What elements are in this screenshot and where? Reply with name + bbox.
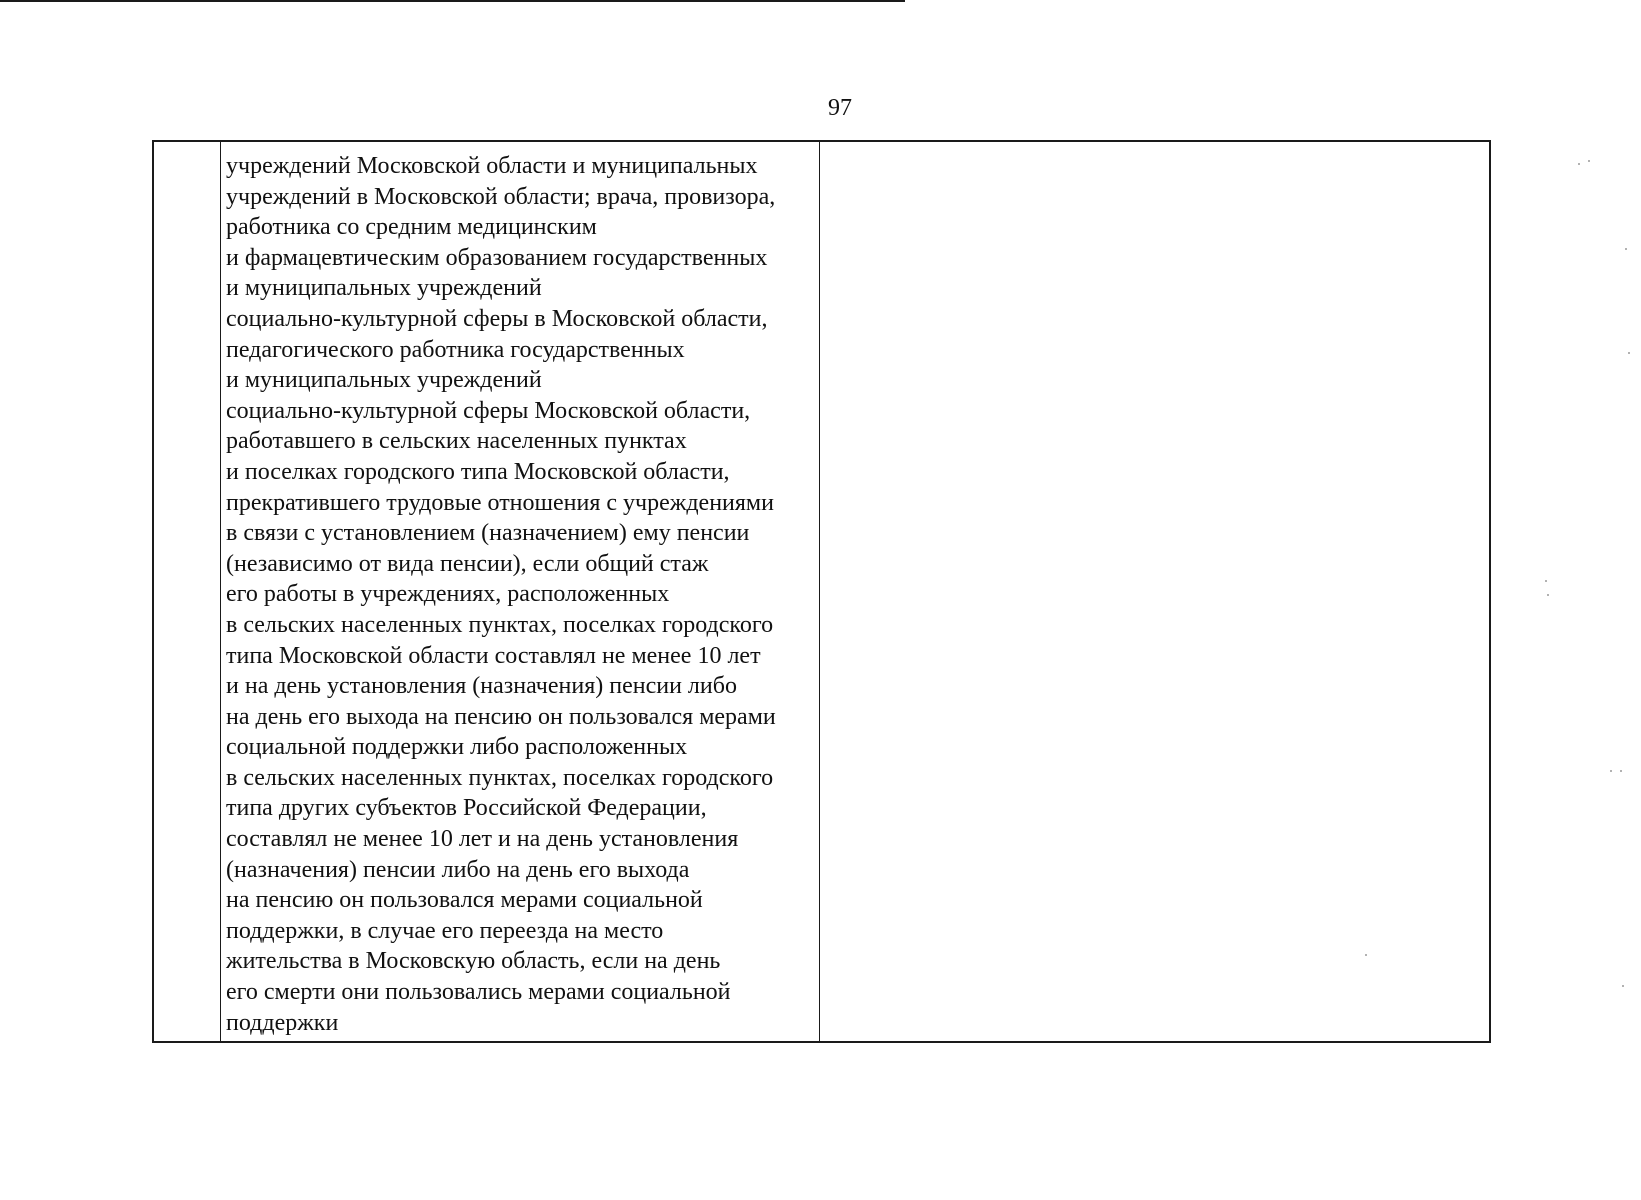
text-line: педагогического работника государственных <box>226 336 685 363</box>
scan-speck <box>1610 770 1612 772</box>
scan-top-edge <box>0 0 905 2</box>
text-line: и фармацевтическим образованием государственных <box>226 244 768 271</box>
text-line: и муниципальных учреждений <box>226 275 542 302</box>
scan-speck <box>1622 985 1624 987</box>
column-divider-number <box>220 142 221 1041</box>
text-line: и поселках городского типа Московской области, <box>226 458 730 485</box>
text-line: поддержки, в случае его переезда на место <box>226 917 664 944</box>
text-line: (независимо от вида пенсии), если общий стаж <box>226 550 709 577</box>
text-line: и муниципальных учреждений <box>226 367 542 394</box>
text-line: его работы в учреждениях, расположенных <box>226 581 670 608</box>
scan-speck <box>1578 163 1580 165</box>
text-line: в сельских населенных пунктах, поселках городского <box>226 611 774 638</box>
text-line: учреждений в Московской области; врача, провизора, <box>226 183 776 210</box>
text-line: в связи с установлением (назначением) ему пенсии <box>226 520 750 547</box>
scan-speck <box>1625 248 1627 250</box>
scan-speck <box>1365 954 1367 956</box>
text-line: на день его выхода на пенсию он пользовался мерами <box>226 703 776 730</box>
text-line: социально-культурной сферы в Московской области, <box>226 305 768 332</box>
text-line: его смерти они пользовались мерами социальной <box>226 979 731 1006</box>
text-line: учреждений Московской области и муниципальных <box>226 153 758 179</box>
text-line: составлял не менее 10 лет и на день установления <box>226 826 739 853</box>
scan-speck <box>1545 580 1547 582</box>
scan-speck <box>1620 770 1622 772</box>
text-line: работника со средним медицинским <box>226 214 597 241</box>
table-cell-description <box>226 151 816 1038</box>
text-line: жительства в Московскую область, если на день <box>226 948 721 975</box>
column-divider-text <box>819 142 820 1041</box>
text-line: в сельских населенных пунктах, поселках городского <box>226 764 774 791</box>
page-number: 97 <box>828 95 852 121</box>
text-line: типа других субъектов Российской Федерации, <box>226 795 707 822</box>
text-line: (назначения) пенсии либо на день его выхода <box>226 856 690 883</box>
document-table <box>152 140 1491 1043</box>
text-line: социальной поддержки либо расположенных <box>226 734 688 761</box>
text-line: и на день установления (назначения) пенсии либо <box>226 673 737 700</box>
text-line: типа Московской области составлял не менее 10 лет <box>226 642 761 669</box>
text-line: на пенсию он пользовался мерами социальной <box>226 887 703 914</box>
scan-speck <box>1588 160 1590 162</box>
scan-speck <box>1628 352 1630 354</box>
text-line: социально-культурной сферы Московской области, <box>226 397 751 424</box>
text-line: прекратившего трудовые отношения с учреждениями <box>226 489 774 516</box>
scan-speck <box>1547 594 1549 596</box>
text-line: работавшего в сельских населенных пунктах <box>226 428 687 455</box>
text-line: поддержки <box>226 1009 339 1036</box>
